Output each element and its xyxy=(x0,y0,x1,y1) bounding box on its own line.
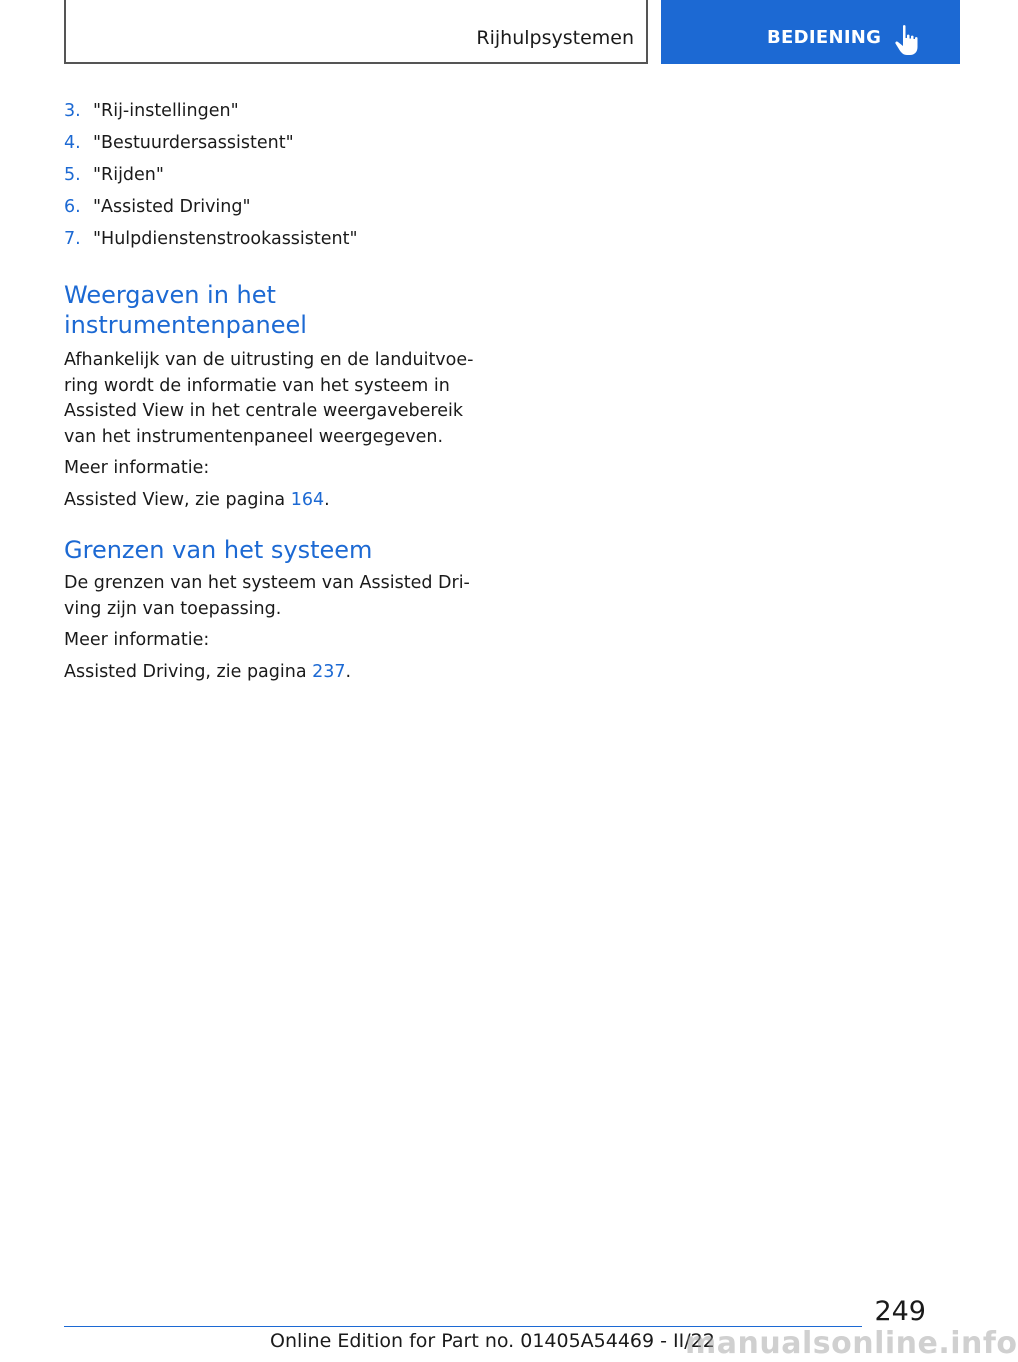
section-heading-limits: Grenzen van het systeem xyxy=(64,536,373,564)
text-line: van het instrumentenpaneel weergegeven. xyxy=(64,426,444,447)
paragraph xyxy=(64,348,484,450)
paragraph xyxy=(64,488,484,514)
list-text: "Rijden" xyxy=(93,165,164,185)
text-line: ving zijn van toepassing. xyxy=(64,598,282,619)
text-line: De grenzen van het systeem van Assisted Dri‐ xyxy=(64,573,470,593)
paragraph: Meer informatie: xyxy=(64,458,210,478)
reference-end: . xyxy=(345,661,352,682)
header-section-box xyxy=(64,0,648,64)
list-number: 7. xyxy=(64,229,81,249)
chapter-tab-label: BEDIENING xyxy=(767,27,882,48)
list-number: 3. xyxy=(64,101,81,121)
paragraph xyxy=(64,571,484,622)
list-item xyxy=(64,164,484,186)
list-text: "Assisted Driving" xyxy=(93,197,251,217)
heading-line: instrumentenpaneel xyxy=(64,311,307,339)
list-number: 4. xyxy=(64,133,81,153)
list-item xyxy=(64,100,484,122)
list-text: "Bestuurdersassistent" xyxy=(93,133,294,153)
page-link-164[interactable]: 164 xyxy=(290,489,325,510)
reference-end: . xyxy=(324,489,330,510)
list-item xyxy=(64,228,484,250)
reference-text: Assisted Driving, zie pagina xyxy=(64,661,313,682)
chapter-tab[interactable] xyxy=(661,0,960,64)
reference-text: Assisted View, zie pagina xyxy=(64,489,291,510)
list-item xyxy=(64,196,484,218)
page-number: 249 xyxy=(874,1296,926,1327)
hand-pointer-icon xyxy=(894,24,920,56)
paragraph xyxy=(64,660,484,686)
list-number: 6. xyxy=(64,197,81,217)
list-text: "Rij-instellingen" xyxy=(93,101,239,121)
section-heading-displays xyxy=(64,280,484,340)
page-link-237[interactable]: 237 xyxy=(312,661,346,682)
text-line: Afhankelijk van de uitrusting en de landuitvoe‐ xyxy=(64,350,474,370)
watermark: manualsonline.info xyxy=(685,1326,1018,1361)
heading-line: Weergaven in het xyxy=(64,281,276,309)
section-title: Rijhulpsystemen xyxy=(476,27,634,49)
text-line: ring wordt de informatie van het systeem in xyxy=(64,375,450,396)
list-item xyxy=(64,132,484,154)
list-text: "Hulpdienstenstrookassistent" xyxy=(93,229,358,249)
list-number: 5. xyxy=(64,165,81,185)
edition-text: Online Edition for Part no. 01405A54469 - II/22 xyxy=(270,1330,715,1352)
page-content xyxy=(64,100,484,685)
text-line: Assisted View in het centrale weergavebereik xyxy=(64,401,463,421)
paragraph: Meer informatie: xyxy=(64,630,210,650)
